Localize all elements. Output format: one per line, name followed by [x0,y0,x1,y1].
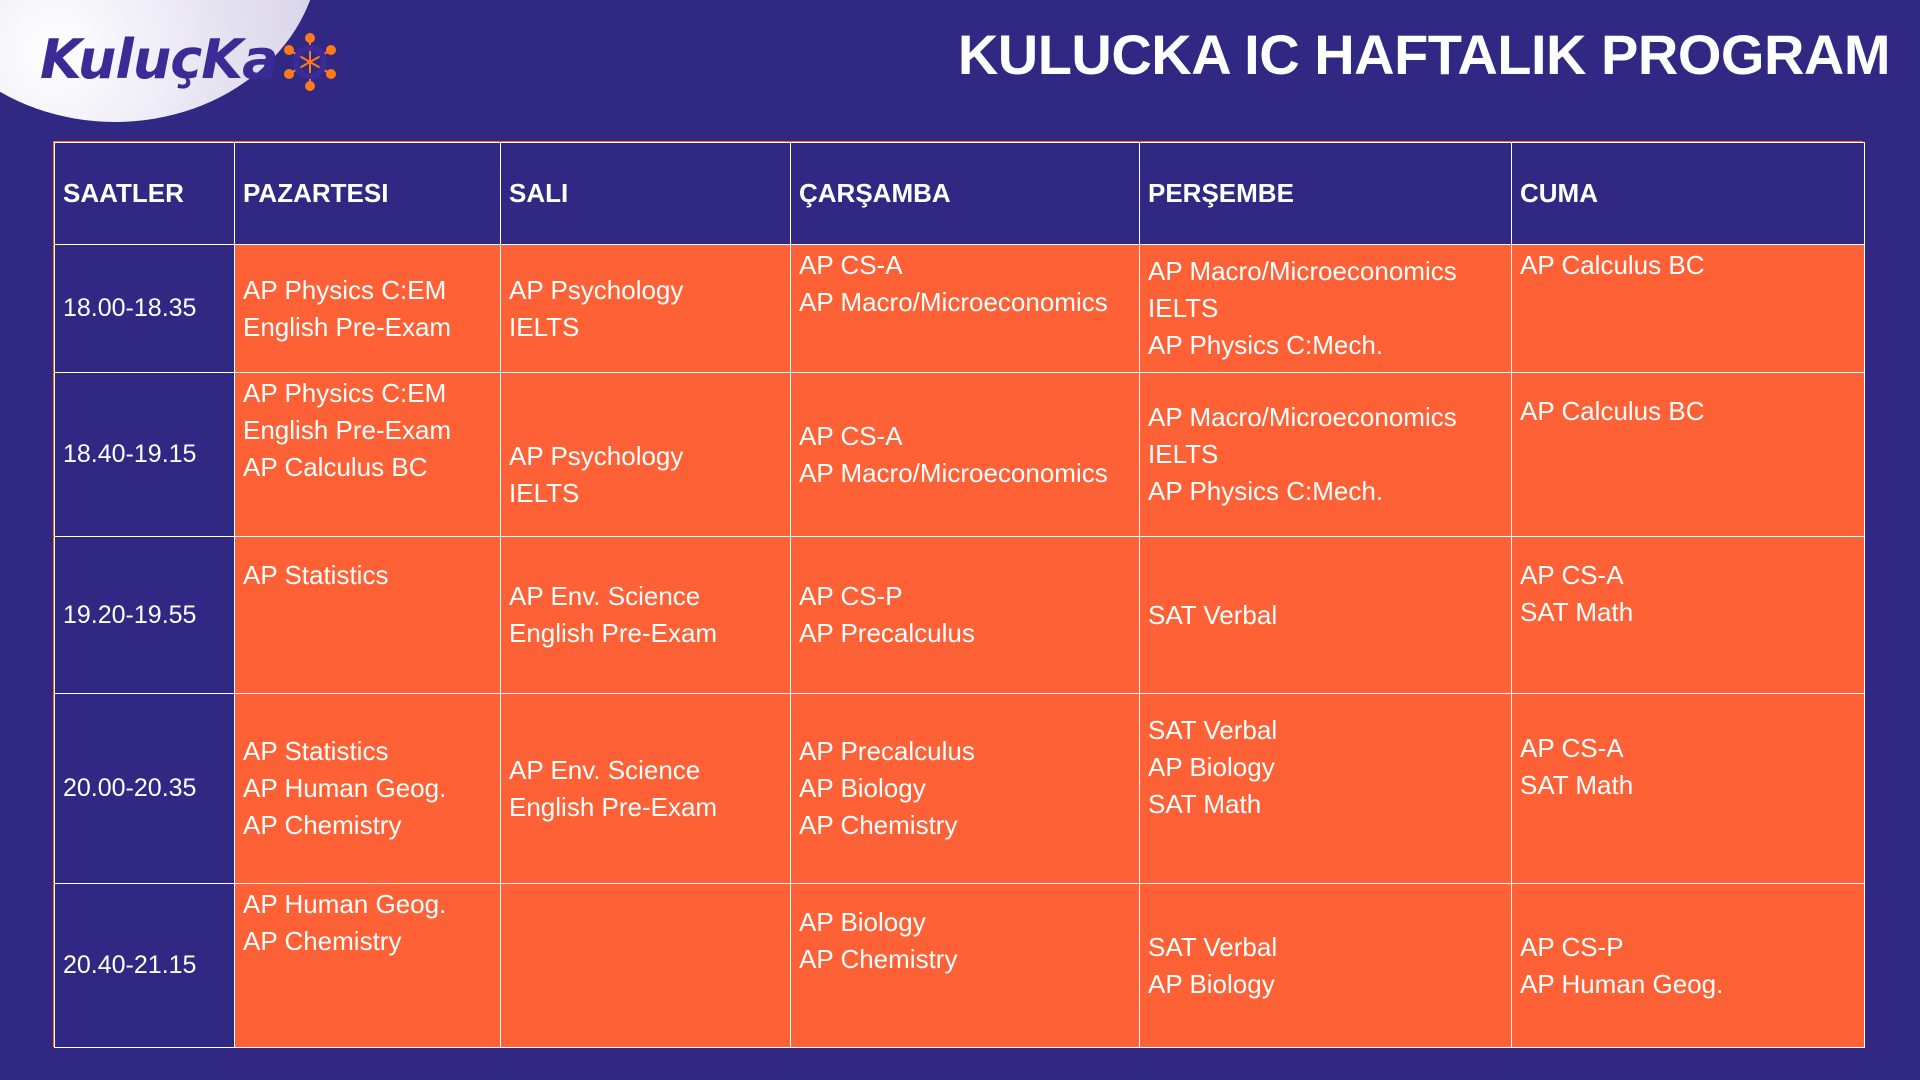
schedule-cell [791,245,1140,373]
header-row [55,143,1865,245]
weekly-schedule [53,141,1863,1047]
course-item: AP Calculus BC [1520,250,1705,280]
header-carsamba: ÇARŞAMBA [791,143,1140,245]
course-item: AP Psychology [509,274,684,305]
time-slot: 20.40-21.15 [55,884,235,1048]
schedule-cell [1512,373,1865,537]
course-item: AP CS-A [799,250,903,280]
course-item: SAT Verbal [1148,715,1278,745]
course-item: AP CS-A [799,420,903,451]
schedule-cell [791,884,1140,1048]
course-item: AP Chemistry [243,810,402,840]
header-cuma: CUMA [1512,143,1865,245]
course-item: AP Biology [1148,752,1275,782]
logo-atom-icon [280,32,340,92]
course-item: English Pre-Exam [243,415,452,445]
table-row [55,245,1865,373]
course-item: SAT Math [1148,789,1262,819]
schedule-cell [501,537,791,694]
schedule-cell [1512,694,1865,884]
page-title: KULUCKA IC HAFTALIK PROGRAM [957,23,1890,86]
schedule-cell [235,884,501,1048]
course-item: AP Chemistry [799,810,958,840]
course-item: AP Macro/Microeconomics [1148,402,1457,432]
course-item: AP Physics C:Mech. [1148,330,1384,360]
course-item: SAT Verbal [1148,599,1278,630]
course-item: AP CS-A [1520,733,1624,763]
course-item: English Pre-Exam [509,791,718,822]
course-item: AP Biology [799,773,926,803]
table-row [55,537,1865,694]
course-item: AP Human Geog. [243,889,447,919]
course-item: AP Physics C:Mech. [1148,476,1384,506]
course-item: AP Statistics [243,736,389,766]
header-sali: SALI [501,143,791,245]
schedule-cell [791,694,1140,884]
course-item: English Pre-Exam [509,618,718,648]
course-item: AP Macro/Microeconomics [1148,256,1457,286]
header-saatler: SAATLER [55,143,235,245]
header-persembe: PERŞEMBE [1140,143,1512,245]
course-item: AP Env. Science [509,754,701,785]
time-slot: 20.00-20.35 [55,694,235,884]
course-item: AP Calculus BC [243,452,428,482]
course-item: SAT Math [1520,597,1634,627]
schedule-cell [1512,245,1865,373]
schedule-table [54,142,1865,1048]
schedule-cell [501,373,791,537]
schedule-cell [235,694,501,884]
schedule-cell [1140,694,1512,884]
schedule-cell [791,373,1140,537]
course-item: AP Physics C:EM [243,378,447,408]
schedule-cell [501,694,791,884]
course-item: AP Env. Science [509,581,701,611]
time-slot: 18.40-19.15 [55,373,235,537]
schedule-cell [1512,537,1865,694]
table-row [55,373,1865,537]
logo-text: KuluçKa [40,27,278,91]
schedule-cell [1140,537,1512,694]
course-item: AP Macro/Microeconomics [799,457,1108,488]
course-item: IELTS [509,311,580,342]
schedule-cell [1512,884,1865,1048]
table-row [55,884,1865,1048]
time-slot: 19.20-19.55 [55,537,235,694]
time-slot: 18.00-18.35 [55,245,235,373]
course-item: AP Physics C:EM [243,274,447,305]
course-item: AP Human Geog. [243,773,447,803]
schedule-cell [1140,884,1512,1048]
course-item: AP Biology [799,907,926,937]
course-item: AP Biology [1148,968,1275,999]
schedule-cell [1140,373,1512,537]
course-item: AP Statistics [243,560,389,590]
course-item: AP Psychology [509,440,684,471]
course-item: AP Chemistry [243,926,402,956]
course-item: SAT Math [1520,770,1634,800]
schedule-cell [235,245,501,373]
course-item: AP Precalculus [799,618,975,648]
table-row [55,694,1865,884]
course-item: IELTS [509,477,580,508]
kulucka-logo [40,26,340,92]
schedule-cell [501,245,791,373]
course-item: AP CS-A [1520,560,1624,590]
course-item: AP Calculus BC [1520,396,1705,426]
schedule-cell [791,537,1140,694]
header-pazartesi: PAZARTESI [235,143,501,245]
course-item: AP Chemistry [799,944,958,974]
course-item: English Pre-Exam [243,311,452,342]
course-item: AP CS-P [1520,931,1624,962]
course-item: AP Macro/Microeconomics [799,287,1108,317]
course-item: SAT Verbal [1148,931,1278,962]
schedule-cell-empty [501,884,791,1048]
course-item: AP Precalculus [799,736,975,766]
schedule-cell [1140,245,1512,373]
course-item: IELTS [1148,293,1219,323]
course-item: AP CS-P [799,581,903,611]
schedule-cell [235,373,501,537]
course-item: IELTS [1148,439,1219,469]
schedule-cell [235,537,501,694]
course-item: AP Human Geog. [1520,968,1724,999]
